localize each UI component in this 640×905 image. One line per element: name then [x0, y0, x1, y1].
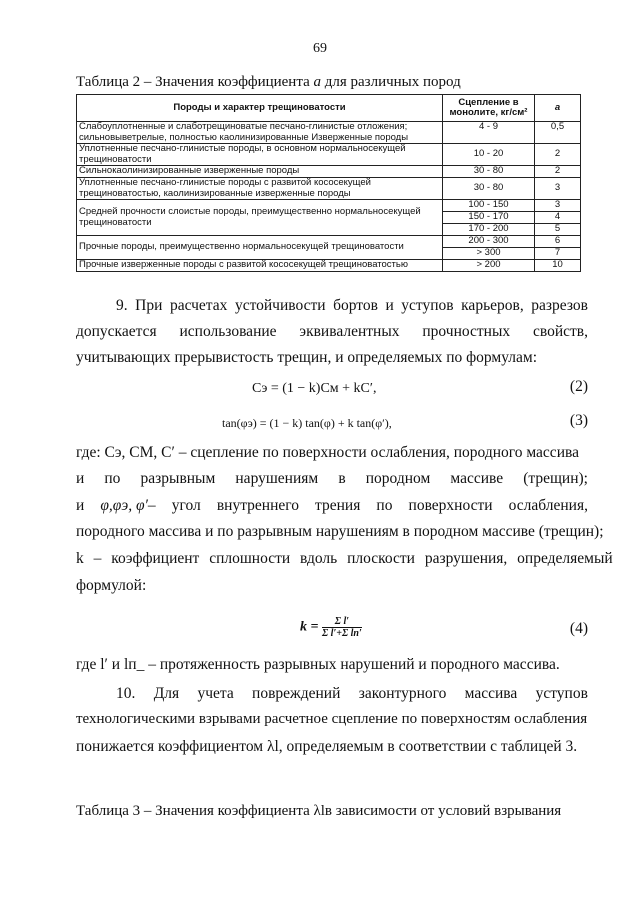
word: трения: [315, 497, 361, 514]
table2-caption-prefix: Таблица 2 – Значения коэффициента: [76, 74, 314, 90]
page-number: 69: [313, 41, 327, 56]
word: и: [385, 297, 394, 314]
where-line5: k – коэффициент сплошности вдоль плоскости разрушения, определяемый: [76, 550, 613, 567]
table-row: [77, 144, 581, 166]
header-cohesion: Сцепление в монолите, кг/см²: [443, 95, 535, 122]
table2-caption-var: a: [313, 74, 321, 90]
formula-4-number: (4): [569, 620, 588, 637]
word: повреждений: [252, 685, 341, 702]
where-line2: [76, 470, 588, 488]
word: разрезов: [531, 297, 588, 314]
rock-cell: Прочные породы, преимущественно нормальносекущей трещиноватости: [77, 236, 443, 260]
word: внутреннего: [216, 497, 299, 514]
rock-cell: Средней прочности слоистые породы, преимущественно нормальносекущей трещиноватости: [77, 200, 443, 236]
where-line3: [76, 497, 588, 515]
table-row: [77, 166, 581, 178]
word: расчетах: [169, 297, 228, 314]
table2-caption: [76, 74, 461, 91]
word: Для: [153, 685, 180, 702]
word: карьеров,: [461, 297, 524, 314]
a-cell: 3: [535, 200, 581, 212]
cohesion-cell: 150 - 170: [443, 212, 535, 224]
word: прочностных: [422, 323, 511, 340]
para9-line2: [76, 323, 588, 341]
table-row: [77, 236, 581, 248]
cohesion-cell: 30 - 80: [443, 166, 535, 178]
para9-line1: [76, 297, 588, 315]
word: учета: [197, 685, 234, 702]
formula-2-number: (2): [569, 378, 588, 395]
word: породном: [365, 470, 431, 487]
cohesion-cell: 30 - 80: [443, 178, 535, 200]
word: уступов: [535, 685, 588, 702]
table-row: [77, 260, 581, 272]
cohesion-cell: > 200: [443, 260, 535, 272]
formula-4-numerator: Σ l′: [322, 616, 362, 628]
word: использование: [179, 323, 277, 340]
rock-cell: Уплотненные песчано-глинистые породы, в основном нормальносекущей трещиноватости: [77, 144, 443, 166]
cohesion-cell: 10 - 20: [443, 144, 535, 166]
a-cell: 5: [535, 224, 581, 236]
table-row: [77, 200, 581, 212]
word: законтурного: [358, 685, 447, 702]
word: по: [376, 497, 393, 514]
rock-cell: Сильнокаолинизированные изверженные породы: [77, 166, 443, 178]
para9-line3: учитывающих прерывистость трещин, и определяемых по формулам:: [76, 349, 538, 366]
a-cell: 3: [535, 178, 581, 200]
formula-3: tan(φэ) = (1 − k) tan(φ) + k tan(φ′),: [222, 416, 392, 430]
where-line4: породного массива и по разрывным нарушениям в породном массиве (трещин);: [76, 523, 604, 540]
word: 9.: [116, 297, 128, 314]
word: допускается: [76, 323, 157, 340]
word: устойчивости: [234, 297, 326, 314]
word: угол: [171, 497, 201, 514]
formula-4-fraction: [322, 616, 362, 639]
rock-cell: Уплотненные песчано-глинистые породы с развитой кососекущей трещиноватостью, каолинизированные изверженные породы: [77, 178, 443, 200]
para10-line3: понижается коэффициентом λl, определяемым в соответствии с таблицей 3.: [76, 738, 578, 755]
word: разрывным: [140, 470, 216, 487]
a-cell: 10: [535, 260, 581, 272]
table3-caption: Таблица 3 – Значения коэффициента λlв зависимости от условий взрывания: [76, 803, 562, 819]
word: При: [135, 297, 163, 314]
word: φ,φэ, φ′–: [100, 497, 156, 514]
formula-2: Cэ = (1 − k)Cм + kC′,: [252, 381, 377, 396]
cohesion-cell: 100 - 150: [443, 200, 535, 212]
word: (трещин);: [523, 470, 588, 487]
para10-line2: технологическими взрывами расчетное сцепление по поверхностям ослабления: [76, 711, 588, 727]
a-cell: 0,5: [535, 122, 581, 144]
table2-header-row: [77, 95, 581, 122]
cohesion-cell: 200 - 300: [443, 236, 535, 248]
word: бортов: [333, 297, 378, 314]
formula-4-denominator: Σ l′+Σ lп′: [321, 628, 362, 639]
where-line6: формулой:: [76, 577, 147, 594]
word: в: [338, 470, 346, 487]
cohesion-cell: 170 - 200: [443, 224, 535, 236]
word: уступов: [401, 297, 454, 314]
word: и: [76, 497, 85, 514]
word: свойств,: [532, 323, 588, 340]
rock-cell: Слабоуплотненные и слаботрещиноватые песчано-глинистые отложения; сильновыветрелые, полностью каолинизированные Изверженные породы: [77, 122, 443, 144]
para10-line1: [76, 685, 588, 703]
a-cell: 2: [535, 144, 581, 166]
table-row: [77, 122, 581, 144]
table2: [76, 94, 581, 272]
word: 10.: [116, 685, 136, 702]
where2-line: где l′ и lп_ – протяженность разрывных нарушений и породного массива.: [76, 656, 560, 673]
a-cell: 7: [535, 248, 581, 260]
word: массива: [464, 685, 518, 702]
formula-4-lhs: k =: [300, 619, 319, 635]
word: по: [104, 470, 121, 487]
word: и: [76, 470, 85, 487]
where-line1: где: Cэ, CМ, C′ – сцепление по поверхности ослабления, породного массива: [76, 444, 579, 461]
table2-caption-suffix: для различных пород: [320, 74, 461, 90]
word: нарушениям: [235, 470, 319, 487]
cohesion-cell: 4 - 9: [443, 122, 535, 144]
a-cell: 2: [535, 166, 581, 178]
rock-cell: Прочные изверженные породы с развитой кососекущей трещиноватостью: [77, 260, 443, 272]
word: эквивалентных: [299, 323, 400, 340]
table-row: [77, 178, 581, 200]
cohesion-cell: > 300: [443, 248, 535, 260]
formula-3-number: (3): [569, 412, 588, 429]
word: ослабления,: [508, 497, 588, 514]
formula-4: [300, 616, 362, 639]
header-a: a: [535, 95, 581, 122]
a-cell: 4: [535, 212, 581, 224]
header-rocks: Породы и характер трещиноватости: [77, 95, 443, 122]
word: поверхности: [408, 497, 493, 514]
word: массиве: [450, 470, 504, 487]
a-cell: 6: [535, 236, 581, 248]
